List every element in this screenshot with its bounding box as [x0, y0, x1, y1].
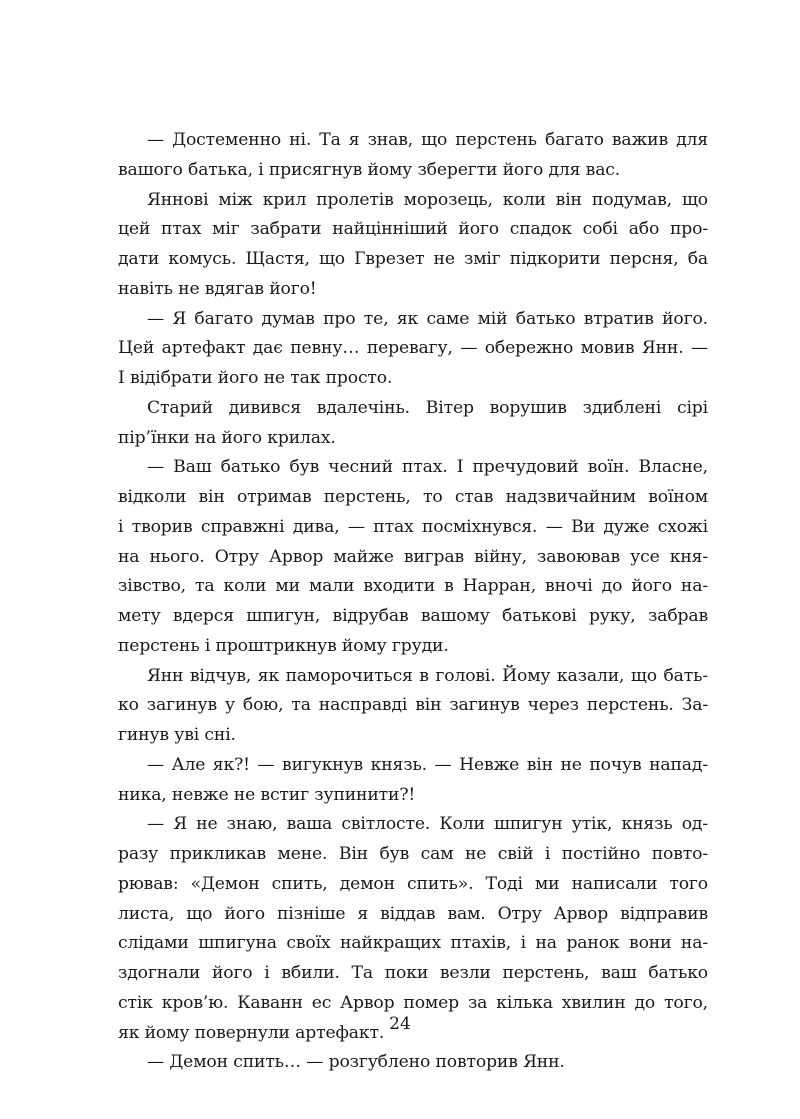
text-line: Старий дивився вдалечінь. Вітер ворушив здиблені сірі — [147, 397, 708, 418]
text-line: як йому повернули артефакт. — [118, 1022, 385, 1043]
text-line: навіть не вдягав його! — [118, 278, 317, 299]
text-line: вашого батька, і присягнув йому зберегти його для вас. — [118, 159, 621, 180]
text-line: Цей артефакт дає певну… перевагу, — обережно мовив Янн. — — [118, 338, 708, 359]
text-line: і творив справжні дива, — птах посміхнувся. — Ви дуже схожі — [118, 516, 708, 537]
page-body — [118, 126, 708, 1078]
text-line: ника, невже не встиг зупинити?! — [118, 784, 416, 805]
text-line: здогнали його і вбили. Та поки везли перстень, ваш батько — [118, 963, 708, 983]
text-line: відколи він отримав перстень, то став надзвичайним воїном — [118, 487, 708, 507]
text-line: листа, що його пізніше я віддав вам. Отру Арвор відправив — [118, 903, 708, 924]
text-line: мету вдерся шпигун, відрубав вашому батькові руку, забрав — [118, 606, 708, 626]
text-line: на нього. Отру Арвор майже виграв війну, завоював усе кня- — [118, 546, 708, 567]
text-line: — Я багато думав про те, як саме мій батько втратив його. — [147, 308, 708, 329]
text-line: — Але як?! — вигукнув князь. — Невже він не почув напад- — [147, 754, 708, 775]
text-line: разу прикликав мене. Він був сам не свій і постійно повто- — [118, 844, 708, 864]
text-line: — Достеменно ні. Та я знав, що перстень багато важив для — [147, 130, 708, 150]
text-line: — Демон спить… — розгублено повторив Янн. — [147, 1052, 565, 1073]
text-line: цей птах міг забрати найцінніший його спадок собі або про- — [118, 219, 708, 240]
text-line: перстень і проштрикнув йому груди. — [118, 635, 449, 656]
text-line: стік кров’ю. Каванн ес Арвор помер за кілька хвилин до того, — [118, 992, 708, 1013]
text-line: слідами шпигуна своїх найкращих птахів, і на ранок вони на- — [118, 933, 708, 954]
text-line: — Я не знаю, ваша світлосте. Коли шпигун утік, князь од- — [147, 814, 708, 835]
text-line: гинув уві сні. — [118, 725, 236, 745]
text-line: Янн відчув, як паморочиться в голові. Йому казали, що бать- — [147, 665, 708, 686]
text-line: зівство, та коли ми мали входити в Нарран, вночі до його на- — [118, 576, 708, 597]
text-line: рював: «Демон спить, демон спить». Тоді ми написали того — [118, 873, 708, 894]
text-line: І відібрати його не так просто. — [118, 368, 393, 388]
text-line: — Ваш батько був чесний птах. І пречудовий воїн. Власне, — [147, 457, 708, 478]
text-line: ко загинув у бою, та насправді він загинув через перстень. За- — [118, 695, 708, 716]
page-number: 24 — [389, 1014, 411, 1034]
text-line: Яннові між крил пролетів морозець, коли він подумав, що — [147, 189, 708, 210]
text-line: пір’їнки на його крилах. — [118, 427, 336, 448]
text-line: дати комусь. Щастя, що Гврезет не зміг підкорити персня, ба — [118, 249, 708, 269]
